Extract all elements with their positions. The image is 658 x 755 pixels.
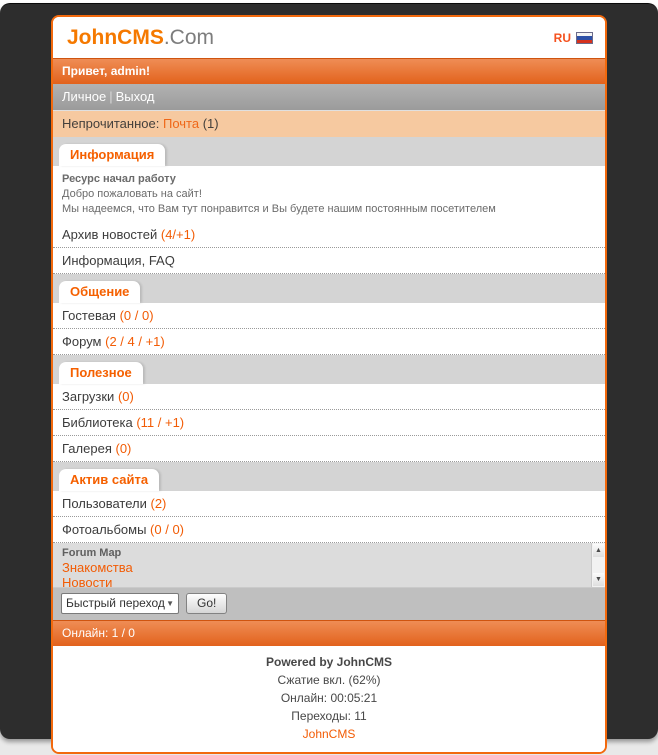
section-information [53,137,605,274]
footer-online-time: Онлайн: 00:05:21 [280,691,378,705]
menu-item-counter: (11 / +1) [136,415,185,430]
news-line: Мы надеемся, что Вам тут понравится и Вы будете нашим постоянным посетителем [62,203,496,215]
section-tab-communication: Общение [59,281,140,303]
forum-map-scroll-area[interactable] [53,543,605,587]
site-logo [67,26,214,50]
section-body-site-activity [53,491,605,543]
forum-map-link-news[interactable]: Новости [62,575,113,587]
section-body-useful [53,384,605,462]
menu-item-counter: (0 / 0) [150,522,185,537]
logo-primary: JohnCMS [67,26,164,49]
menu-item-forum[interactable] [53,329,605,355]
unread-mail-link[interactable]: Почта [162,116,200,131]
menu-item-label: Архив новостей [62,227,158,242]
menu-item-library[interactable] [53,410,605,436]
unread-label: Непрочитанное: [62,116,160,131]
menu-item-label: Галерея [62,441,112,456]
nav-link-logout[interactable]: Выход [115,89,155,104]
nav-separator: | [109,89,113,104]
section-tab-site-activity: Актив сайта [59,469,159,491]
menu-item-counter: (4/+1) [160,227,196,242]
greeting-bar: Привет, admin! [53,58,605,84]
footer-transitions: Переходы: 11 [291,709,367,723]
menu-item-label: Пользователи [62,496,147,511]
chevron-down-icon: ▼ [166,598,174,608]
online-bar: Онлайн: 1 / 0 [53,620,605,646]
menu-item-guestbook[interactable] [53,303,605,329]
site-header [53,17,605,58]
menu-item-gallery[interactable] [53,436,605,462]
section-tab-useful: Полезное [59,362,143,384]
menu-item-info-faq[interactable] [53,248,605,274]
footer-johncms-link[interactable]: JohnCMS [302,727,356,741]
forum-map-link-dating[interactable]: Знакомства [62,560,133,575]
menu-item-counter: (0) [117,389,134,404]
section-tab-information: Информация [59,144,165,166]
menu-item-downloads[interactable] [53,384,605,410]
menu-item-counter: (0) [115,441,132,456]
news-line: Добро пожаловать на сайт! [62,188,202,200]
user-nav-bar [53,84,605,110]
go-button[interactable]: Go! [186,593,227,614]
menu-item-counter: (0 / 0) [119,308,154,323]
footer-powered: Powered by JohnCMS [265,655,393,669]
scrollbar[interactable] [591,543,605,587]
menu-item-counter: (2) [150,496,167,511]
menu-item-users[interactable] [53,491,605,517]
section-site-activity [53,462,605,543]
section-useful [53,355,605,462]
section-communication [53,274,605,355]
quick-nav-bar [53,587,605,620]
nav-link-personal[interactable]: Личное [62,89,107,104]
menu-item-photo-albums[interactable] [53,517,605,543]
news-block [53,166,605,222]
scroll-up-icon[interactable]: ▲ [593,544,604,557]
logo-secondary: .Com [163,26,215,49]
menu-item-label: Загрузки [62,389,115,404]
menu-item-label: Информация, FAQ [62,253,175,268]
sections-area [53,137,605,587]
menu-item-label: Фотоальбомы [62,522,147,537]
language-switcher[interactable] [554,31,593,45]
dark-window-frame [0,3,658,739]
menu-item-news-archive[interactable] [53,222,605,248]
footer-compression: Сжатие вкл. (62%) [277,673,381,687]
menu-item-label: Гостевая [62,308,116,323]
unread-count: (1) [202,116,219,131]
scroll-down-icon[interactable]: ▼ [593,573,604,586]
section-body-information [53,166,605,274]
menu-item-label: Библиотека [62,415,133,430]
site-panel [51,15,607,754]
menu-item-counter: (2 / 4 / +1) [105,334,165,349]
quick-nav-select-value: Быстрый переход [66,596,165,610]
section-body-communication [53,303,605,355]
menu-item-label: Форум [62,334,102,349]
unread-bar [53,110,605,137]
site-footer [53,646,605,752]
news-title: Ресурс начал работу [62,173,176,185]
russia-flag-icon[interactable] [576,32,593,44]
quick-nav-select[interactable] [61,593,179,614]
forum-map-title: Forum Map [62,547,122,559]
language-code[interactable]: RU [553,31,571,45]
flag-stripe-red [577,40,592,43]
